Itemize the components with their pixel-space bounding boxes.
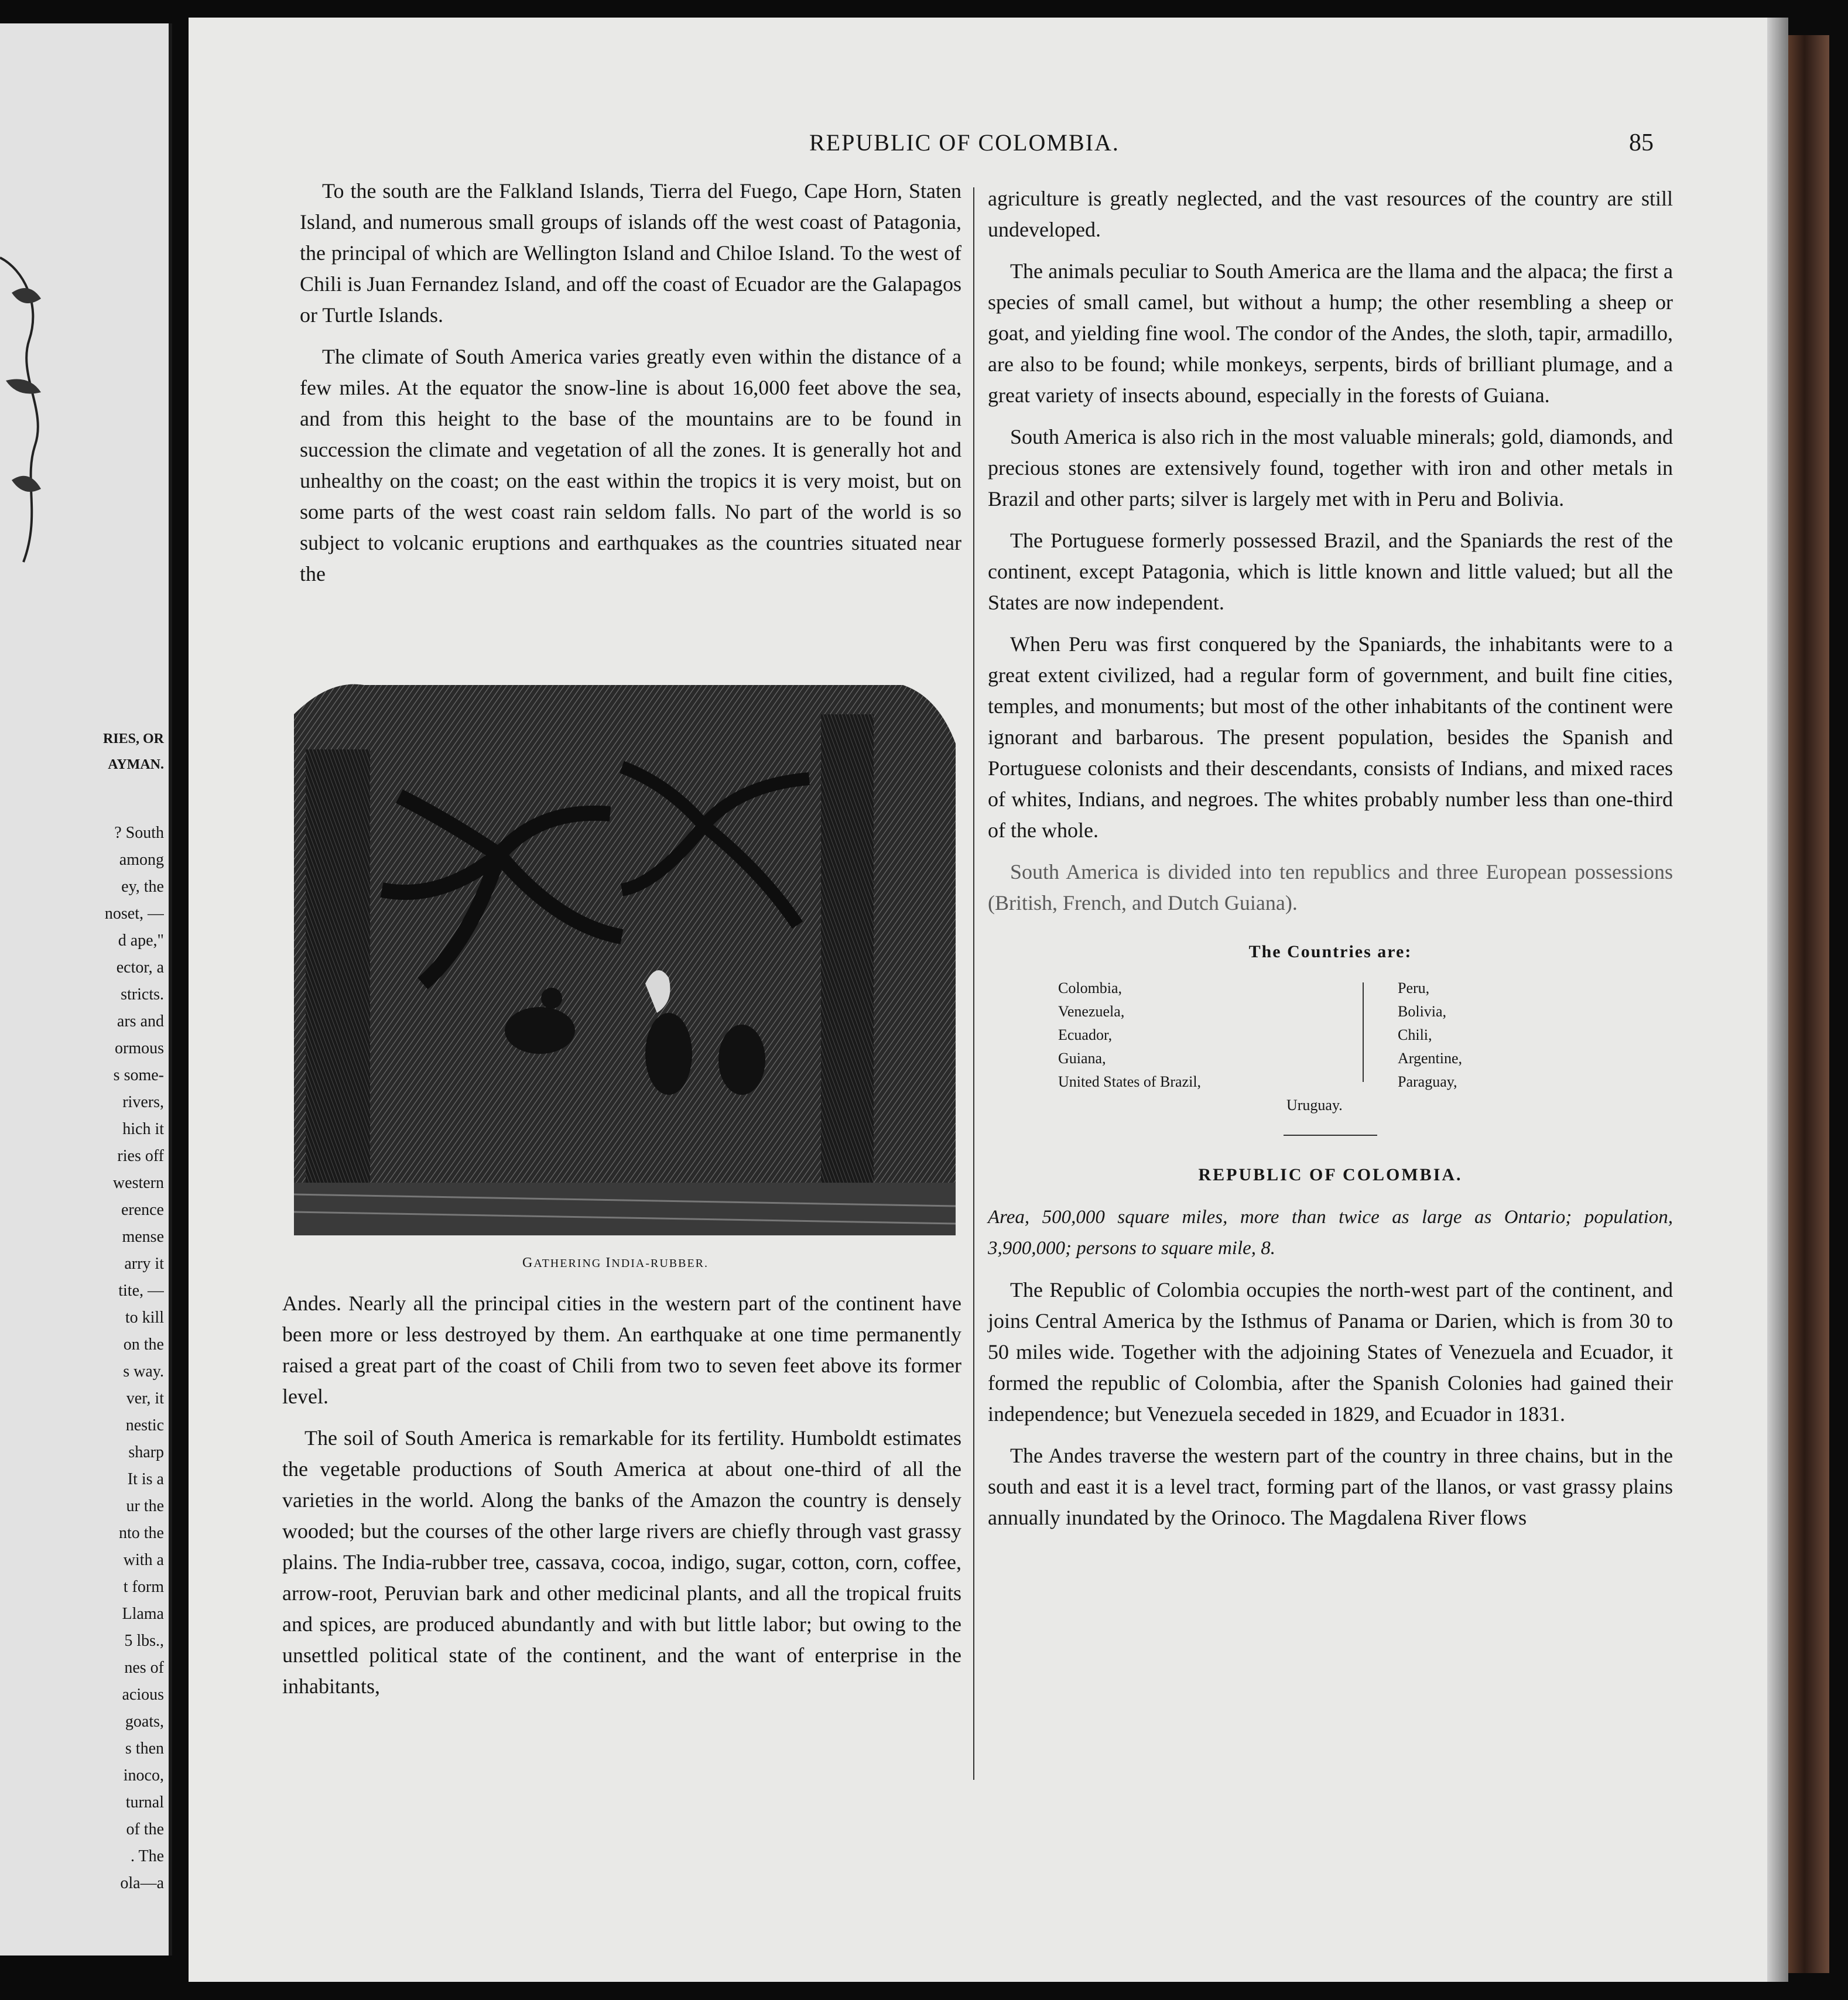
countries-divider (1363, 982, 1364, 1082)
left-page-line: s some- (113, 1066, 164, 1084)
left-column-bottom (282, 1288, 961, 1713)
left-page-line: sharp (128, 1443, 164, 1461)
left-page-line: ur the (126, 1497, 164, 1515)
book-spine (1788, 35, 1829, 1973)
running-title: REPUBLIC OF COLOMBIA. (809, 129, 1120, 156)
left-page-line: nestic (125, 1416, 164, 1434)
country-item: Ecuador, (1058, 1026, 1113, 1043)
left-page-line: ormous (115, 1039, 164, 1057)
column-rule (973, 187, 974, 1780)
left-page-line: goats, (125, 1713, 164, 1731)
right-column (988, 183, 1673, 1544)
left-page-line: western (112, 1174, 164, 1192)
paragraph-divisions: South America is divided into ten republics and three European possessions (British, French, and Dutch Guiana). (988, 860, 1673, 915)
left-page-line: stricts. (121, 985, 164, 1004)
left-page-line: rivers, (122, 1093, 164, 1111)
left-page-line: ector, a (116, 958, 164, 977)
paragraph-animals: The animals peculiar to South America are the llama and the alpaca; the first a species of small camel, but without a hump; the other resembling a sheep or goat, and yielding fine wool. The condor of the Andes, the sloth, tapir, armadillo, are also to be found; while monkeys, serpents, birds of brilliant plumage, and a great variety of insects abound, especially in the forests of Guiana. (988, 259, 1673, 407)
paragraph-islands: To the south are the Falkland Islands, Tierra del Fuego, Cape Horn, Staten Island, and numerous small groups of islands off the west coast of Patagonia, the principal of which are Wellington Island and Chiloe Island. To the west of Chili is Juan Fernandez Island, and off the coast of Ecuador are the Galapagos or Turtle Islands. (300, 179, 961, 327)
left-page-line: mense (122, 1228, 164, 1246)
left-page-heading: RIES, OR AYMAN. (102, 731, 164, 772)
countries-heading: The Countries are: (1248, 942, 1412, 961)
left-page-line: on the (123, 1335, 164, 1354)
left-page-line: of the (126, 1820, 164, 1838)
countries-left-list (1058, 977, 1201, 1094)
left-page-line: nto the (119, 1524, 164, 1542)
left-page-line: 5 lbs., (124, 1632, 164, 1650)
left-page-line: ola—a (120, 1874, 164, 1892)
left-page (0, 23, 172, 1956)
left-page-line: tite, — (118, 1282, 164, 1300)
left-page-line: ey, the (121, 878, 164, 896)
area-statistics: Area, 500,000 square miles, more than twice as large as Ontario; population, 3,900,000; persons to square mile, 8. (988, 1207, 1673, 1259)
country-item: United States of Brazil, (1058, 1073, 1202, 1090)
left-page-line: nes of (124, 1659, 164, 1677)
paragraph-portuguese: The Portuguese formerly possessed Brazil, and the Spaniards the rest of the continent, except Patagonia, which is little known and little valued; but all the States are now independent. (988, 529, 1673, 614)
left-page-line: among (119, 851, 164, 869)
paragraph-colombia-andes: The Andes traverse the western part of the country in three chains, but in the south and east it is a level tract, forming part of the llanos, or vast grassy plains annually inundated by the Orinoco. The Magdalena River flows (988, 1444, 1673, 1529)
section-divider (1284, 1135, 1377, 1136)
country-item: Bolivia, (1398, 1003, 1447, 1020)
figure-caption: GATHERING INDIA-RUBBER. (522, 1255, 709, 1270)
country-item: Guiana, (1058, 1050, 1106, 1067)
paragraph-minerals: South America is also rich in the most valuable minerals; gold, diamonds, and precious stones are extensively found, together with iron and other metals in Brazil and other parts; silver is largely met with in Peru and Bolivia. (988, 425, 1673, 511)
paragraph-climate: The climate of South America varies greatly even within the distance of a few miles. At the equator the snow-line is about 16,000 feet above the sea, and from this height to the base of the mountains are to be found in succession the climate and vegetation of all the zones. It is generally hot and unhealthy on the coast; on the east within the tropics it is very moist, but on some parts of the west coast rain seldom falls. No part of the world is so subject to volcanic eruptions and earthquakes as the countries situated near the (300, 345, 961, 585)
left-page-line: to kill (125, 1309, 164, 1327)
page (189, 18, 1788, 1982)
section-title: REPUBLIC OF COLOMBIA. (1198, 1165, 1463, 1184)
left-page-line: Llama (122, 1605, 164, 1623)
country-item: Peru, (1398, 980, 1430, 996)
country-item-uruguay: Uruguay. (1286, 1097, 1343, 1114)
left-page-text-fragments (64, 820, 164, 1897)
left-page-line: s then (125, 1739, 164, 1758)
engraving-gathering-india-rubber (294, 679, 956, 1235)
left-page-line: d ape," (118, 931, 164, 950)
page-number: 85 (1629, 129, 1654, 156)
left-page-line: ars and (117, 1012, 164, 1030)
left-page-line: arry it (124, 1255, 164, 1273)
paragraph-soil: The soil of South America is remarkable for its fertility. Humboldt estimates the vegetable productions of South America at about one-third of all the varieties in the world. Along the banks of the Amazon the country is densely wooded; but the courses of the other large rivers are chiefly through vast grassy plains. The India-rubber tree, cassava, cocoa, indigo, sugar, cotton, corn, coffee, arrow-root, Peruvian bark and other medicinal plants, and all the tropical fruits and spices, are produced abundantly and with but little labor; but owing to the unsettled political state of the continent, and the want of enterprise in the inhabitants, (282, 1426, 961, 1698)
left-page-line: t form (123, 1578, 164, 1596)
countries-list (988, 977, 1673, 1129)
paragraph-colombia-location: The Republic of Colombia occupies the north-west part of the continent, and joins Central America by the Isthmus of Panama or Darien, which is from 30 to 50 miles wide. Together with the adjoining States of Venezuela and Ecuador, it formed the republic of Colombia, after the Spanish Colonies had gained their independence; but Venezuela seceded in 1829, and Ecuador in 1831. (988, 1278, 1673, 1426)
country-item: Paraguay, (1398, 1073, 1457, 1090)
plant-illustration-fragment (0, 234, 53, 597)
left-column-top (300, 176, 961, 600)
country-item: Venezuela, (1058, 1003, 1125, 1020)
paragraph-andes: Andes. Nearly all the principal cities in the western part of the continent have been more or less destroyed by them. An earthquake at one time permanently raised a great part of the coast of Chili from two to seven feet above its former level. (282, 1292, 961, 1408)
country-item: Chili, (1398, 1026, 1432, 1043)
country-item: Argentine, (1398, 1050, 1462, 1067)
countries-right-list (1398, 977, 1462, 1094)
left-page-line: It is a (127, 1470, 164, 1488)
left-page-line: ver, it (126, 1389, 164, 1407)
left-page-line: . The (130, 1847, 164, 1865)
left-page-line: hich it (122, 1120, 164, 1138)
left-page-line: noset, — (104, 905, 164, 923)
country-item: Colombia, (1058, 980, 1123, 996)
left-page-line: s way. (123, 1362, 164, 1381)
left-page-line: ries off (117, 1147, 164, 1165)
left-page-line: ? South (114, 824, 164, 842)
left-page-line: acious (122, 1686, 164, 1704)
paragraph-agriculture: agriculture is greatly neglected, and the vast resources of the country are still undeveloped. (988, 187, 1673, 241)
left-page-line: with a (123, 1551, 164, 1569)
paragraph-peru: When Peru was first conquered by the Spaniards, the inhabitants were to a great extent civilized, had a regular form of government, and built fine cities, temples, and monuments; but most of the other inhabitants of the continent were ignorant and barbarous. The present population, besides the Spanish and Portuguese colonists and their descendants, consists of Indians, and mixed races of whites, Indians, and negroes. The whites probably number less than one-third of the whole. (988, 632, 1673, 842)
left-page-line: turnal (125, 1793, 164, 1811)
left-page-line: inoco, (123, 1766, 164, 1785)
left-page-line: erence (121, 1201, 164, 1219)
